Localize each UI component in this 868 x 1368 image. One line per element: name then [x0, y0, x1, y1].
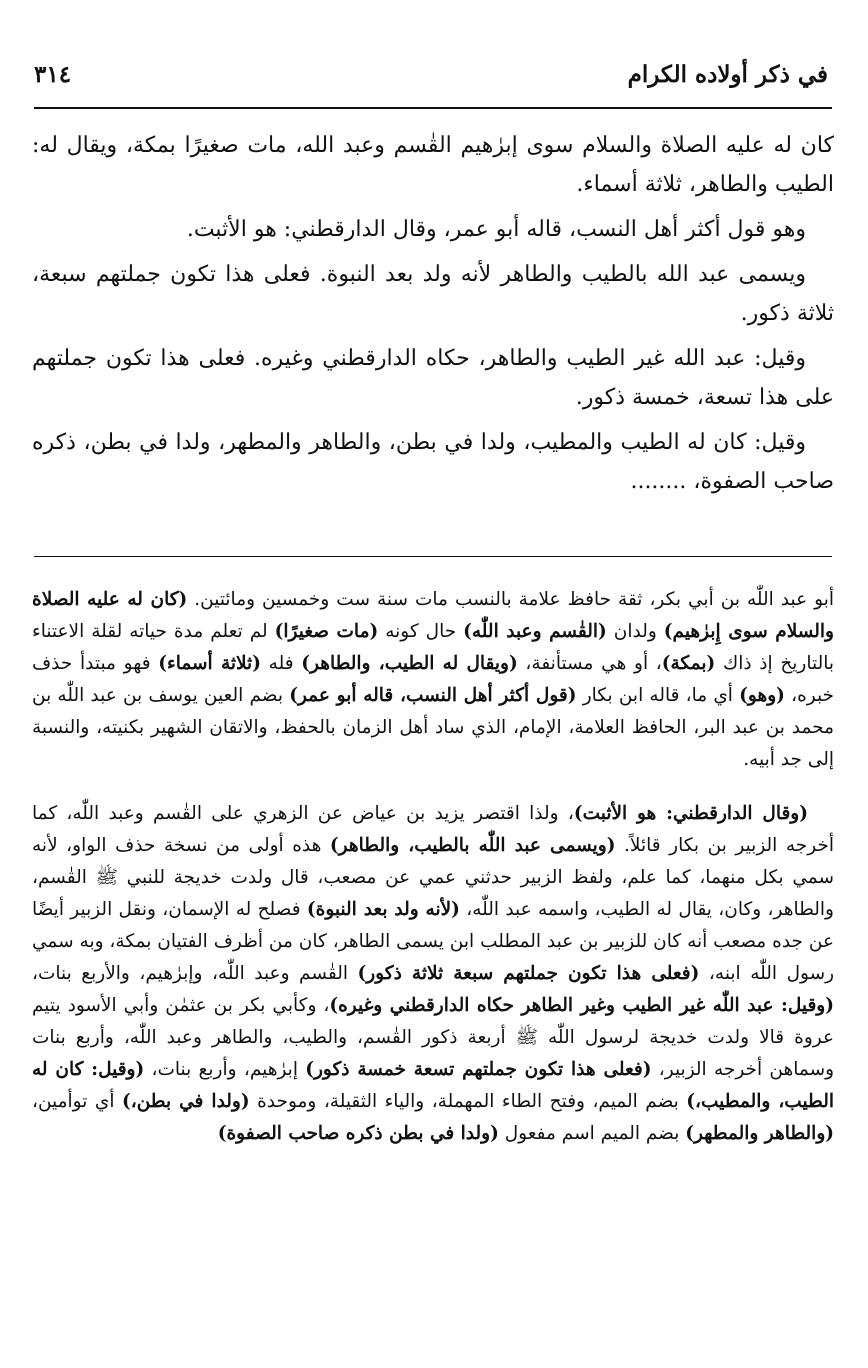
quoted-matn: (وقال الدارقطني: هو الأثبت) [573, 803, 808, 824]
commentary-text: أي ما، قاله ابن بكار [576, 685, 740, 706]
trailing-dots: ........ [630, 469, 687, 494]
commentary-paragraph [32, 584, 834, 776]
main-text [32, 126, 834, 507]
commentary-text: حال كونه [378, 621, 464, 642]
commentary-text: بضم الميم اسم مفعول [498, 1123, 686, 1144]
quoted-matn: (كان له عليه الصلاة والسلام سوى إِبرٰهيم) [32, 589, 834, 642]
matn-last-text: وقيل: كان له الطيب والمطيب، ولدا في بطن، والطاهر والمطهر، ولدا في بطن، ذكره صاحب الصفوة، [32, 430, 834, 494]
commentary-text: أبو عبد اللّٰه بن أبي بكر، ثقة حافظ علامة بالنسب مات سنة ست وخمسين ومائتين. [187, 589, 834, 610]
commentary-paragraph [32, 798, 834, 1150]
commentary-text: هذه أولى من نسخة حذف الواو، لأنه سمي بكل منهما، كما علم، ولفظ الزبير حدثني عمي عن مصعب، قال ولدت خديجة للنبي ﷺ القٰسم، والطاهر، وكان، يقال له الطيب، واسمه عبد اللّٰه، [32, 835, 834, 920]
running-title: في ذكر أولاده الكرام [627, 60, 828, 88]
quoted-matn: (وهو) [739, 685, 785, 706]
commentary-text: فهو مبتدأ حذف خبره، [32, 653, 834, 706]
quoted-matn: (وقيل: عبد اللّٰه غير الطيب وغير الطاهر حكاه الدارقطني وغيره) [329, 995, 834, 1016]
commentary-text: أي توأمين، [32, 1091, 122, 1112]
commentary-text: فله [260, 653, 302, 674]
commentary-text: ولدان [606, 621, 664, 642]
matn-paragraph: وقيل: عبد الله غير الطيب والطاهر، حكاه الدارقطني وغيره. فعلى هذا تكون جملتهم على هذا تسعة، خمسة ذكور. [32, 346, 834, 410]
matn-paragraph [32, 423, 834, 501]
commentary-text: ، ولذا اقتصر يزيد بن عياض عن الزهري على القٰسم وعبد اللّٰه، كما أخرجه الزبير بن بكار قائلاً. [32, 803, 834, 856]
commentary-text: لم تعلم مدة حياته لقلة الاعتناء بالتاريخ إذ ذاك [32, 621, 835, 674]
quoted-matn: (فعلى هذا تكون جملتهم تسعة خمسة ذكور) [305, 1059, 652, 1080]
quoted-matn: (ويقال له الطيب، والطاهر) [301, 653, 518, 674]
header-rule [34, 107, 832, 109]
commentary-text: فصلح له الإسمان، ونقل الزبير أيضًا عن جده مصعب أنه كان للزبير بن عبد المطلب ابن يسمى الطاهر، كان من أظرف الفتيان بمكة، وبه سمي رسول اللّٰه ابنه، [32, 899, 835, 984]
quoted-matn: (والطاهر والمطهر) [685, 1123, 834, 1144]
quoted-matn: (ولدا في بطن،) [121, 1091, 250, 1112]
page-header [34, 52, 828, 96]
commentary-text: إبرٰهيم، وأربع بنات، [144, 1059, 306, 1080]
quoted-matn: (القٰسم وعبد اللّٰه) [463, 621, 607, 642]
commentary-text: ، أو هي مستأنفة، [517, 653, 662, 674]
quoted-matn: (ولدا في بطن ذكره صاحب الصفوة) [217, 1123, 499, 1144]
commentary-text: بضم العين يوسف بن عبد اللّٰه بن محمد بن عبد البر، الحافظ العلامة، الإمام، الذي ساد أهل الزمان بالحفظ، والاتقان الشهير بكنيته، والنسبة إلى جد أبيه. [32, 685, 834, 770]
quoted-matn: (ثلاثة أسماء) [158, 653, 261, 674]
page-number: ٣١٤ [34, 60, 72, 88]
quoted-matn: (ويسمى عبد اللّٰه بالطيب، والطاهر) [329, 835, 616, 856]
matn-paragraph: وهو قول أكثر أهل النسب، قاله أبو عمر، وقال الدارقطني: هو الأثبت. [186, 217, 806, 242]
quoted-matn: (لأنه ولد بعد النبوة) [306, 899, 460, 920]
quoted-matn: (فعلى هذا تكون جملتهم سبعة ثلاثة ذكور) [357, 963, 700, 984]
commentary-text: بضم الميم، وفتح الطاء المهملة، والياء الثقيلة، وموحدة [249, 1091, 687, 1112]
quoted-matn: (وقيل: كان له الطيب، والمطيب،) [32, 1059, 835, 1112]
matn-paragraph: كان له عليه الصلاة والسلام سوى إبرٰهيم القٰسم وعبد الله، مات صغيرًا بمكة، ويقال له: الطيب والطاهر، ثلاثة أسماء. [32, 133, 834, 197]
quoted-matn: (قول أكثر أهل النسب، قاله أبو عمر) [289, 685, 577, 706]
commentary [32, 584, 834, 1150]
commentary-text: القٰسم وعبد اللّٰه، وإبرٰهيم، والأربع بنات، [32, 963, 358, 984]
quoted-matn: (مات صغيرًا) [274, 621, 379, 642]
quoted-matn: (بمكة) [661, 653, 716, 674]
matn-paragraph: ويسمى عبد الله بالطيب والطاهر لأنه ولد بعد النبوة. فعلى هذا تكون جملتهم سبعة، ثلاثة ذكور. [32, 262, 834, 326]
commentary-divider [34, 556, 832, 557]
commentary-text: ، وكأبي بكر بن عثمٰن وأبي الأسود يتيم عروة قالا ولدت خديجة لرسول اللّٰه ﷺ أربعة ذكور القٰسم، والطيب، والطاهر وعبد اللّٰه، وأربع بنات وسماهن أخرجه الزبير، [32, 995, 835, 1080]
